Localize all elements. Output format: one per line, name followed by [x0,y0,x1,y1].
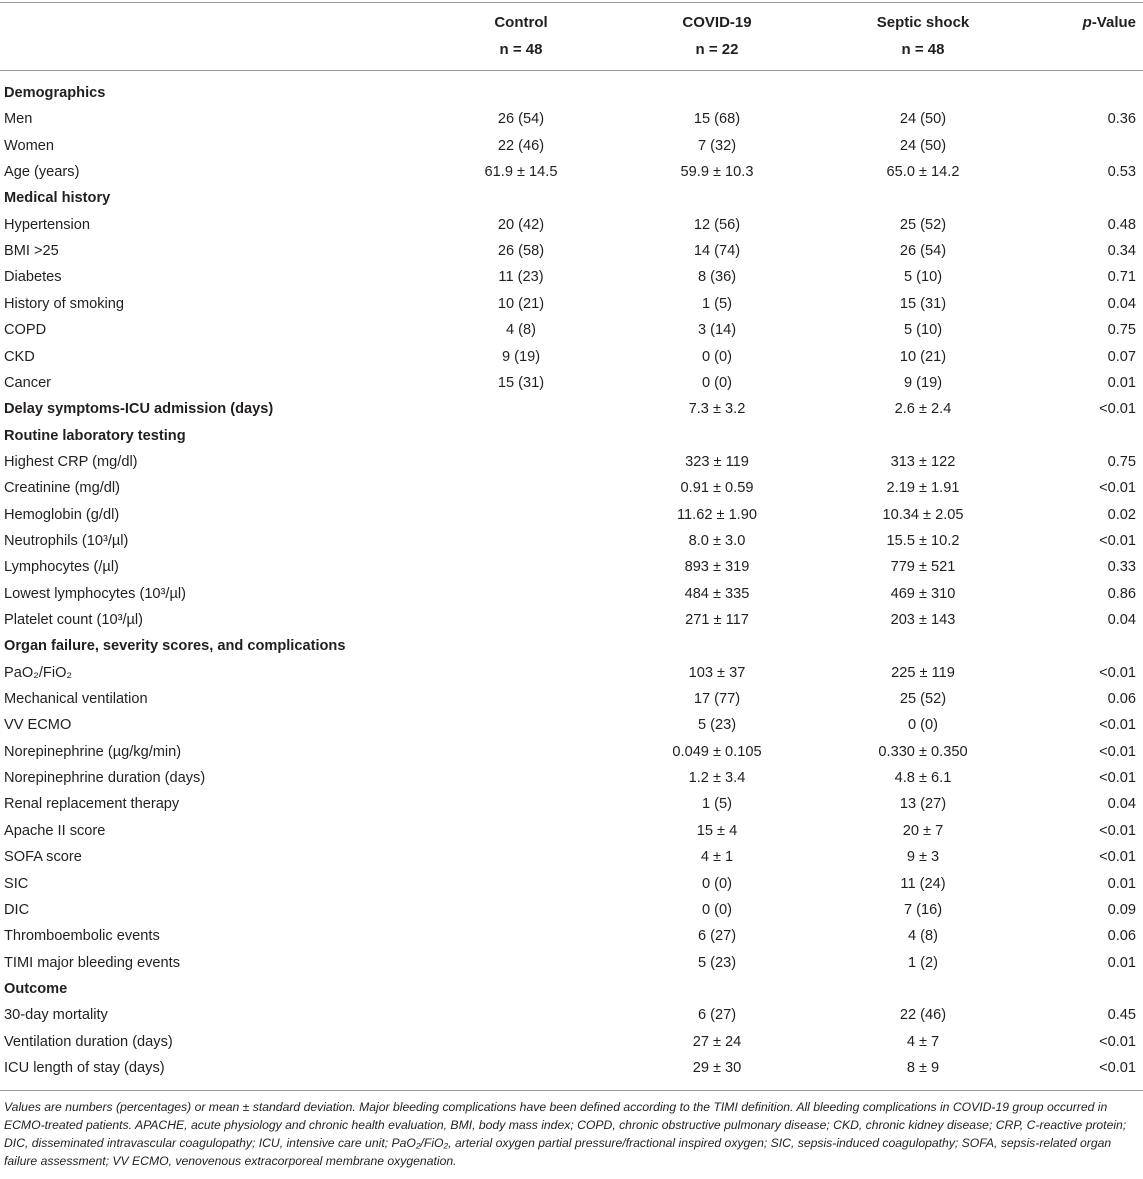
cell-septic: 4 (8) [907,928,938,945]
cell-pvalue: 0.48 [1107,216,1136,233]
cell-control: 26 (54) [497,111,545,128]
table-row [0,528,1143,554]
cell-covid: 15 ± 4 [696,822,738,839]
cell-pvalue: <0.01 [1099,532,1136,549]
cell-covid: 12 (56) [693,216,741,233]
cell-pvalue: 0.04 [1107,295,1136,312]
section-row [0,633,1143,659]
row-label: CKD [4,348,35,365]
cell-pvalue: 0.01 [1107,374,1136,391]
cell-covid: 7 (32) [697,137,737,154]
cell-covid: 0 (0) [701,875,732,892]
cell-control: 15 (31) [497,374,545,391]
cell-septic: 2.6 ± 2.4 [894,401,952,418]
cell-covid: 103 ± 37 [688,664,746,681]
column-header-control [421,14,621,59]
row-label: TIMI major bleeding events [4,954,181,971]
cell-covid: 17 (77) [693,691,741,708]
cell-covid: 0 (0) [701,901,732,918]
cell-septic: 7 (16) [903,901,943,918]
cell-covid: 323 ± 119 [685,453,749,470]
table-row [0,264,1143,290]
cell-pvalue: 0.86 [1107,585,1136,602]
table-row [0,212,1143,238]
cell-control: 10 (21) [497,295,545,312]
row-label: Renal replacement therapy [4,796,180,813]
cell-pvalue: <0.01 [1099,717,1136,734]
column-header-covid [617,14,817,59]
table-row [0,159,1143,185]
row-label: Norepinephrine duration (days) [4,770,206,787]
cell-control: 4 (8) [505,322,536,339]
row-label: Platelet count (10³/µl) [4,612,144,628]
cell-covid: 59.9 ± 10.3 [680,164,754,181]
column-header-pvalue [1036,14,1136,32]
cell-pvalue: <0.01 [1099,1059,1136,1076]
cell-pvalue: 0.09 [1107,901,1136,918]
cell-pvalue: 0.75 [1107,453,1136,470]
cell-pvalue: <0.01 [1099,743,1136,760]
table-row [0,502,1143,528]
column-header-n: n = 22 [695,41,739,58]
table-row [0,1029,1143,1055]
table-row [0,712,1143,738]
row-label: Creatinine (mg/dl) [4,480,120,497]
top-rule [0,2,1143,3]
row-label: Diabetes [4,269,62,286]
cell-covid: 1.2 ± 3.4 [688,770,746,787]
cell-covid: 4 ± 1 [700,849,734,866]
cell-septic: 24 (50) [899,137,947,154]
cell-septic: 22 (46) [899,1007,947,1024]
cell-septic: 65.0 ± 14.2 [886,164,960,181]
cell-covid: 7.3 ± 3.2 [688,401,746,418]
row-label: Medical history [4,190,111,207]
table-row [0,106,1143,132]
cell-septic: 8 ± 9 [906,1059,940,1076]
cell-septic: 0 (0) [907,717,938,734]
table-row [0,133,1143,159]
row-label: Outcome [4,980,68,997]
row-label: Mechanical ventilation [4,691,148,708]
table-row [0,844,1143,870]
cell-septic: 25 (52) [899,691,947,708]
cell-covid: 27 ± 24 [692,1033,742,1050]
cell-control: 61.9 ± 14.5 [484,164,558,181]
table-row [0,449,1143,475]
row-label: History of smoking [4,295,125,312]
cell-septic: 779 ± 521 [890,559,956,576]
row-label: Organ failure, severity scores, and complications [4,638,346,655]
cell-covid: 3 (14) [697,322,737,339]
table-row [0,686,1143,712]
row-label: Hemoglobin (g/dl) [4,506,120,523]
row-label: Hypertension [4,216,90,233]
cell-septic: 1 (2) [907,954,938,971]
table-row [0,1055,1143,1081]
column-header-n: n = 48 [499,41,543,58]
cell-pvalue: 0.06 [1107,928,1136,945]
cell-covid: 5 (23) [697,954,737,971]
cell-pvalue: 0.53 [1107,164,1136,181]
cell-septic: 225 ± 119 [891,664,955,681]
table-footnote: Values are numbers (percentages) or mean ± standard deviation. Major bleeding complications have been defined according to the TIMI definition. All bleeding complications in COVID-19 group occurred in ECMO-treated patients. APACHE, acute physiology and chronic health evaluation, BMI, body mass index; COPD, chronic obstructive pulmonary disease; CKD, chronic kidney disease; CRP, C-reactive protein; DIC, disseminated intravascular coagulopathy; ICU, intensive care unit; PaO₂/FiO₂, arterial oxygen partial pressure/fractional inspired oxygen; SIC, sepsis-induced coagulopathy; SOFA, sepsis-related organ failure assessment; VV ECMO, venovenous extracorporeal membrane oxygenation. [4,1100,1127,1168]
row-label: Ventilation duration (days) [4,1033,173,1050]
table-row [0,607,1143,633]
pvalue-prefix: p [1082,14,1092,31]
table-row [0,238,1143,264]
cell-covid: 0.049 ± 0.105 [672,743,762,760]
cell-septic: 2.19 ± 1.91 [886,480,960,497]
cell-pvalue: 0.07 [1107,348,1136,365]
section-row [0,976,1143,1002]
row-label: Age (years) [4,164,80,181]
section-row [0,80,1143,106]
cell-pvalue: <0.01 [1099,401,1136,418]
cell-pvalue: <0.01 [1099,770,1136,787]
table-row [0,554,1143,580]
row-label: VV ECMO [4,717,72,734]
cell-septic: 4 ± 7 [906,1033,940,1050]
bottom-rule [0,1090,1143,1091]
table-row [0,950,1143,976]
cell-septic: 25 (52) [899,216,947,233]
row-label: COPD [4,322,47,339]
cell-septic: 5 (10) [903,322,943,339]
cell-septic: 13 (27) [899,796,947,813]
table-row [0,660,1143,686]
row-label: BMI >25 [4,243,59,260]
cell-septic: 10 (21) [899,348,947,365]
row-label: Demographics [4,85,106,101]
column-header-label: COVID-19 [682,14,752,31]
cell-pvalue: 0.02 [1107,506,1136,523]
cell-covid: 484 ± 335 [684,585,750,602]
row-label: SIC [4,875,29,892]
section-row [0,396,1143,422]
row-label: PaO₂/FiO₂ [4,664,73,681]
table-row [0,871,1143,897]
column-header-septic [823,14,1023,59]
cell-septic: 4.8 ± 6.1 [894,770,952,787]
cell-covid: 271 ± 117 [685,612,749,628]
cell-pvalue: 0.34 [1107,243,1136,260]
cell-pvalue: <0.01 [1099,822,1136,839]
table-row [0,818,1143,844]
cell-pvalue: 0.75 [1107,322,1136,339]
cell-septic: 9 ± 3 [906,849,940,866]
column-header-n: n = 48 [901,41,945,58]
row-label: Routine laboratory testing [4,427,186,444]
table-row [0,370,1143,396]
cell-pvalue: 0.71 [1107,269,1136,286]
table-row [0,923,1143,949]
cell-covid: 1 (5) [701,295,732,312]
cell-pvalue: 0.45 [1107,1007,1136,1024]
cell-pvalue: 0.33 [1107,559,1136,576]
cell-septic: 203 ± 143 [890,612,956,628]
cell-covid: 11.62 ± 1.90 [677,506,757,523]
cell-control: 26 (58) [497,243,545,260]
row-label: Apache II score [4,822,106,839]
cell-covid: 893 ± 319 [684,559,750,576]
cell-covid: 0.91 ± 0.59 [680,480,754,497]
cell-septic: 313 ± 122 [890,453,956,470]
row-label: 30-day mortality [4,1007,108,1024]
section-row [0,185,1143,211]
table-row [0,317,1143,343]
table-row [0,581,1143,607]
cell-septic: 469 ± 310 [890,585,956,602]
row-label: Delay symptoms-ICU admission (days) [4,401,274,418]
cell-pvalue: 0.01 [1107,875,1136,892]
cell-septic: 15.5 ± 10.2 [886,532,960,549]
cell-covid: 8 (36) [697,269,737,286]
table-row [0,765,1143,791]
cell-septic: 20 ± 7 [902,822,944,839]
cell-pvalue: 0.04 [1107,796,1136,813]
row-label: Lowest lymphocytes (10³/µl) [4,585,186,602]
table-row [0,791,1143,817]
cell-septic: 15 (31) [899,295,947,312]
cell-pvalue: <0.01 [1099,849,1136,866]
cell-covid: 6 (27) [697,928,737,945]
cell-pvalue: 0.06 [1107,691,1136,708]
cell-pvalue: <0.01 [1099,664,1136,681]
cell-control: 11 (23) [498,269,544,286]
cell-septic: 11 (24) [900,875,946,892]
table-row [0,1002,1143,1028]
table-row [0,344,1143,370]
cell-septic: 26 (54) [899,243,947,260]
row-label: Highest CRP (mg/dl) [4,453,138,470]
cell-covid: 0 (0) [701,374,732,391]
cell-pvalue: 0.04 [1107,612,1136,628]
cell-control: 9 (19) [501,348,541,365]
pvalue-suffix: -Value [1091,14,1136,31]
table-row [0,475,1143,501]
row-label: Women [4,137,55,154]
row-label: Men [4,111,33,128]
section-row [0,423,1143,449]
cell-control: 22 (46) [497,137,545,154]
cell-covid: 29 ± 30 [692,1059,742,1076]
table-row [0,897,1143,923]
cell-pvalue: <0.01 [1099,480,1136,497]
cell-covid: 5 (23) [697,717,737,734]
cell-septic: 24 (50) [899,111,947,128]
row-label: DIC [4,901,30,918]
row-label: Lymphocytes (/µl) [4,559,119,576]
row-label: Norepinephrine (µg/kg/min) [4,743,182,760]
row-label: Thromboembolic events [4,928,160,945]
cell-control: 20 (42) [497,216,545,233]
header-rule [0,70,1143,71]
cell-covid: 8.0 ± 3.0 [688,532,746,549]
table-row [0,291,1143,317]
row-label: SOFA score [4,849,82,866]
cell-septic: 0.330 ± 0.350 [878,743,968,760]
cell-septic: 10.34 ± 2.05 [882,506,964,523]
cell-pvalue: <0.01 [1099,1033,1136,1050]
row-label: ICU length of stay (days) [4,1059,165,1076]
table-row [0,739,1143,765]
cell-covid: 0 (0) [701,348,732,365]
cell-pvalue: 0.36 [1107,111,1136,128]
column-header-label: Septic shock [876,14,970,31]
cell-covid: 15 (68) [693,111,741,128]
row-label: Cancer [4,374,52,391]
cell-septic: 9 (19) [903,374,943,391]
row-label: Neutrophils (10³/µl) [4,532,129,549]
cell-covid: 1 (5) [701,796,732,813]
cell-covid: 14 (74) [693,243,741,260]
cell-septic: 5 (10) [903,269,943,286]
cell-pvalue: 0.01 [1107,954,1136,971]
column-header-label: Control [494,14,548,31]
cell-covid: 6 (27) [697,1007,737,1024]
